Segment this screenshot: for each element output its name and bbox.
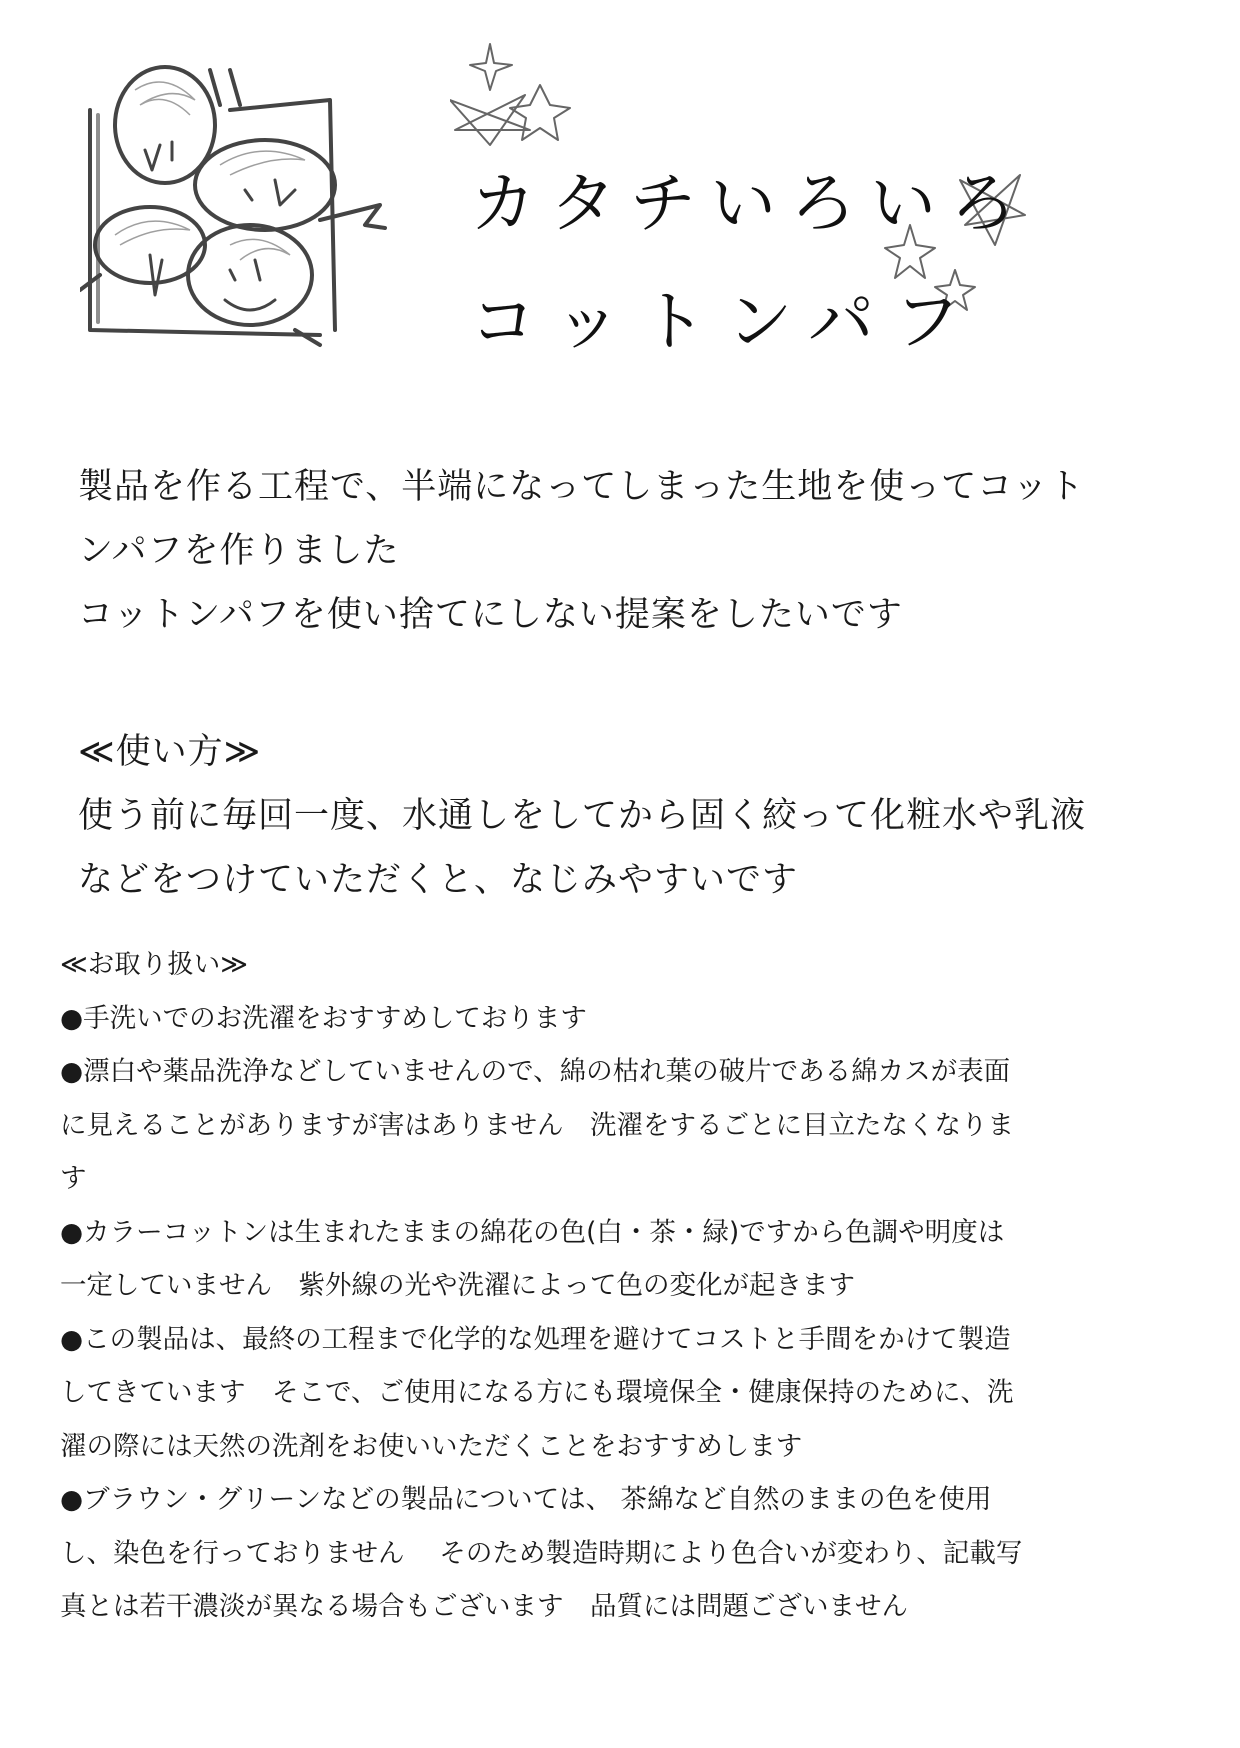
handling-bullet-line: す: [60, 1163, 87, 1194]
star-icon: [450, 95, 530, 145]
cotton-puff-faces-logo: [80, 30, 400, 370]
intro-line: コットンパフを使い捨てにしない提案をしたいです: [78, 595, 903, 635]
handling-bullet-line: に見えることがありますが害はありません 洗濯をするごとに目立たなくなりま: [60, 1109, 1014, 1141]
handling-bullet-line: し、染色を行っておりません そのため製造時期により色合いが変わり、記載写: [60, 1537, 1023, 1569]
product-title-line1: カタチいろいろ: [470, 165, 1030, 242]
intro-line: ンパフを作りました: [78, 531, 400, 571]
handling-bullet-line: ●漂白や薬品洗浄などしていませんので、綿の枯れ葉の破片である綿カスが表面: [60, 1056, 1011, 1087]
handling-bullet-line: してきています そこで、ご使用になる方にも環境保全・健康保持のために、洗: [60, 1377, 1014, 1408]
handling-bullet-line: ●ブラウン・グリーンなどの製品については、 茶綿など自然のままの色を使用: [60, 1484, 992, 1515]
usage-line: などをつけていただくと、なじみやすいです: [78, 860, 799, 900]
intro-section: [78, 455, 1178, 647]
star-icon: [470, 44, 512, 90]
usage-line: 使う前に毎回一度、水通しをしてから固く絞って化粧水や乳液: [78, 796, 1087, 836]
handling-heading: ≪お取り扱い≫: [60, 949, 248, 980]
handling-bullet-line: ●カラーコットンは生まれたままの綿花の色(白・茶・緑)ですから色調や明度は: [60, 1216, 1005, 1248]
product-title-line2: コットンパフ: [470, 283, 981, 360]
handling-bullet-line: 濯の際には天然の洗剤をお使いいただくことをおすすめします: [60, 1430, 803, 1462]
handling-bullet-line: 真とは若干濃淡が異なる場合もございます 品質には問題ございません: [60, 1591, 908, 1622]
handling-bullet-line: ●手洗いでのお洗濯をおすすめしております: [60, 1002, 587, 1034]
usage-heading: ≪使い方≫: [78, 732, 262, 772]
star-icon: [510, 85, 570, 140]
handling-bullet-line: 一定していません 紫外線の光や洗濯によって色の変化が起きます: [60, 1270, 855, 1301]
intro-line: 製品を作る工程で、半端になってしまった生地を使ってコット: [78, 467, 1085, 507]
usage-section: [78, 720, 1178, 912]
handling-bullet-line: ●この製品は、最終の工程まで化学的な処理を避けてコストと手間をかけて製造: [60, 1323, 1011, 1355]
handling-section: [60, 938, 1180, 1634]
